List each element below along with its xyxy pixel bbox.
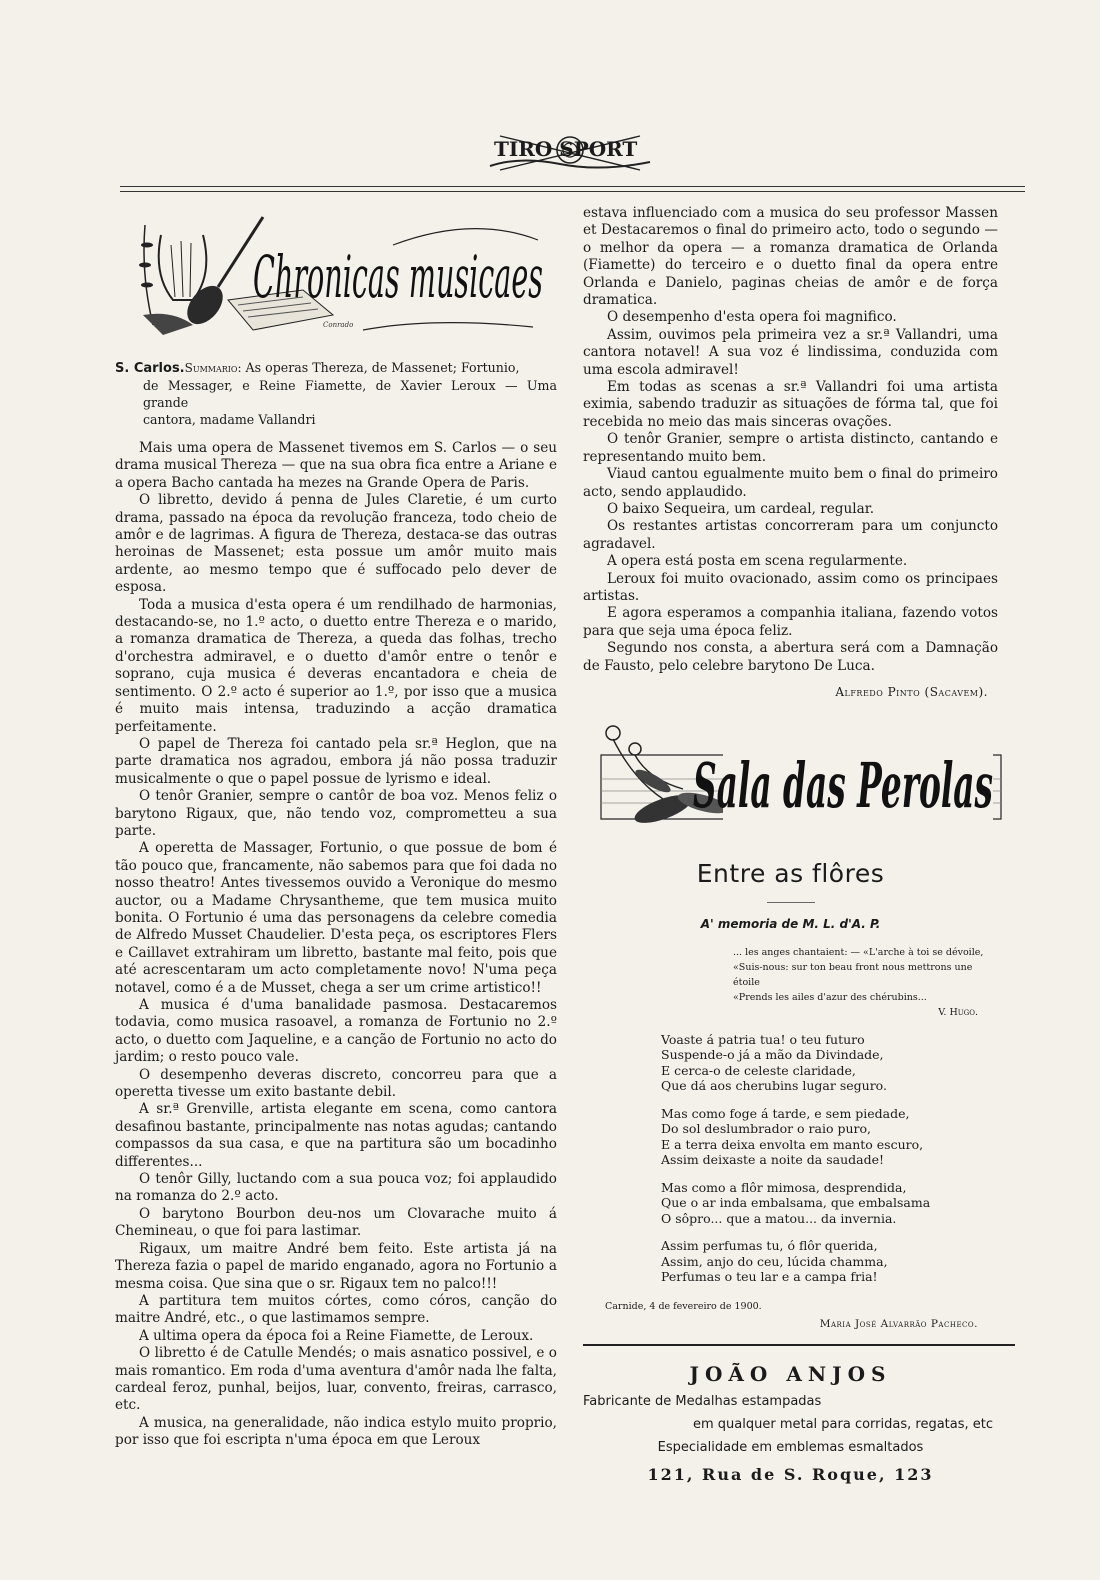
header-rule bbox=[120, 186, 1025, 187]
verse-line: Assim perfumas tu, ó flôr querida, bbox=[661, 1238, 878, 1254]
masthead-text: TIRO SPORT bbox=[494, 137, 638, 161]
paragraph: O desempenho d'esta opera foi magnifico. bbox=[607, 309, 897, 326]
paragraph: O tenôr Granier, sempre o cantôr de boa voz. Menos feliz o barytono Rigaux, que, não tendo voz, comprometteu a sua parte. bbox=[115, 788, 557, 839]
paragraph: estava influenciado com a musica do seu professor Massen et Destacaremos o final do primeiro acto, todo o segundo — o melhor da opera — a romanza dramatica de Orlanda (Fiamette) do terceiro e o duetto final da opera entre Orlanda e Danielo, paginas cheias de amôr e de força dramatica. bbox=[583, 205, 998, 309]
masthead-logo bbox=[480, 126, 660, 178]
summary-label: Summario: bbox=[184, 361, 242, 375]
advert-line-3: Especialidade em emblemas esmaltados bbox=[657, 1439, 924, 1455]
paragraph: O libretto é de Catulle Mendés; o mais asnatico possivel, e o mais romantico. Em roda d'uma aventura d'amôr nada lhe falta, cardeal feroz, punhal, beijos, luar, convento, freiras, carrasco, etc. bbox=[115, 1345, 557, 1414]
advert-line-2: em qualquer metal para corridas, regatas, etc bbox=[693, 1416, 994, 1432]
paragraph: Mais uma opera de Massenet tivemos em S. Carlos — o seu drama musical Thereza — que na sua obra fica entre a Ariane e a opera Bacho cantada ha mezes na Grande Opera de Paris. bbox=[115, 440, 557, 491]
summary-place: S. Carlos. bbox=[115, 361, 185, 376]
paragraph: O desempenho deveras discreto, concorreu para que a operetta tivesse um exito bastante debil. bbox=[115, 1066, 557, 1101]
poem-stanza bbox=[661, 1180, 998, 1227]
summary-line-1: As operas Thereza, de Massenet; Fortunio, bbox=[241, 360, 520, 375]
sala-header-illustration bbox=[593, 719, 1013, 839]
summary-line-3: cantora, madame Vallandri bbox=[143, 412, 316, 427]
sala-header-title: Sala das Perolas bbox=[693, 748, 993, 822]
paragraph: O libretto, devido á penna de Jules Claretie, é um curto drama, passado na época da revolução franceza, todo cheio de amôr e de lagrimas. A figura de Thereza, destaca-se das outras heroinas de Massenet; esta possue um amôr muito mais ardente, ao mesmo tempo que é suffocado pelo dever de esposa. bbox=[115, 492, 557, 596]
music-instruments-icon bbox=[133, 205, 553, 345]
paragraph: Toda a musica d'esta opera é um rendilhado de harmonias, destacando-se, no 1.º acto, o duetto entre Thereza e o marido, a romanza dramatica de Thereza, a queda das folhas, trecho d'orchestra admiravel, e o duetto d'amôr entre o tenôr e soprano, cuja musica é deveras encantadora e cheia de sentimento. O 2.º acto é superior ao 1.º, por isso que a musica é muito mais intensa, traduzindo a acção dramatica perfeitamente. bbox=[115, 596, 557, 735]
paragraph: Assim, ouvimos pela primeira vez a sr.ª Vallandri, uma cantora notavel! A sua voz é lindissima, conduzida com uma escola admiravel! bbox=[583, 326, 998, 378]
chronicle-continuation bbox=[583, 205, 998, 675]
artist-mark: Conrado bbox=[323, 321, 354, 329]
chronicle-header-illustration bbox=[133, 205, 553, 345]
epigraph-line: «Suis-nous: sur ton beau front nous mettrons une étoile bbox=[733, 961, 973, 988]
advert-rule bbox=[583, 1344, 1015, 1346]
paragraph: Rigaux, um maitre André bem feito. Este artista já na Thereza fazia o papel de marido enganado, agora no Fortunio a mesma coisa. Que sina que o sr. Rigaux tem no palco!!! bbox=[115, 1240, 557, 1292]
chronicle-body bbox=[115, 440, 557, 1450]
poem-stanza bbox=[661, 1032, 998, 1094]
verse-line: Suspende-o já a mão da Divindade, bbox=[661, 1047, 884, 1063]
paragraph: O barytono Bourbon deu-nos um Clovarache muito á Chemineau, o que foi para lastimar. bbox=[115, 1205, 557, 1240]
epigraph-line: ... les anges chantaient: — «L'arche à toi se dévoile, bbox=[733, 946, 984, 958]
paragraph: Leroux foi muito ovacionado, assim como os principaes artistas. bbox=[583, 570, 998, 604]
poem-author: Maria José Alvarrão Pacheco. bbox=[819, 1317, 978, 1330]
paragraph: A opera está posta em scena regularmente. bbox=[607, 553, 908, 570]
paragraph: Os restantes artistas concorreram para um conjuncto agradavel. bbox=[583, 518, 998, 552]
summary-line-2: de Messager, e Reine Fiamette, de Xavier Leroux — Uma grande bbox=[143, 378, 557, 410]
paragraph: A partitura tem muitos córtes, como córos, canção do maitre André, etc., o que lastimamos sempre. bbox=[115, 1292, 557, 1327]
chronicle-column-left bbox=[115, 205, 557, 1450]
header-rule-2 bbox=[120, 191, 1025, 192]
poem-epigraph bbox=[733, 945, 998, 1020]
epigraph-author: V. Hugo. bbox=[938, 1006, 978, 1018]
verse-line: Mas como a flôr mimosa, desprendida, bbox=[661, 1179, 907, 1195]
flowers-banner-icon bbox=[593, 719, 1013, 839]
chronicle-header-title: Chronicas musicaes bbox=[253, 243, 543, 311]
paragraph: Viaud cantou egualmente muito bem o final do primeiro acto, sendo applaudido. bbox=[583, 466, 998, 500]
verse-line: Do sol deslumbrador o raio puro, bbox=[661, 1121, 872, 1137]
verse-line: Que o ar inda embalsama, que embalsama bbox=[661, 1195, 931, 1211]
paragraph: Em todas as scenas a sr.ª Vallandri foi uma artista eximia, sabendo traduzir as situações de fórma tal, que foi recebida no meio das mais sinceras ovações. bbox=[583, 379, 998, 430]
paragraph: A ultima opera da época foi a Reine Fiamette, de Leroux. bbox=[139, 1327, 534, 1344]
advert-address: 121, Rua de S. Roque, 123 bbox=[647, 1464, 934, 1484]
poem-stanza bbox=[661, 1106, 998, 1168]
chronicle-summary bbox=[115, 359, 557, 428]
paragraph: O tenôr Gilly, luctando com a sua pouca voz; foi applaudido na romanza do 2.º acto. bbox=[115, 1171, 557, 1205]
verse-line: Assim deixaste a noite da saudade! bbox=[661, 1152, 885, 1168]
paragraph: O papel de Thereza foi cantado pela sr.ª Heglon, que na parte dramatica nos agradou, embora já não possa traduzir musicalmente o que o papel possue de lyrismo e ideal. bbox=[115, 735, 557, 787]
paragraph: A musica é d'uma banalidade pasmosa. Destacaremos todavia, como musica rasoavel, a romanza de Fortunio no 2.º acto, o duetto com Jaqueline, e a canção de Fortunio no acto do jardim; o resto pouco vale. bbox=[115, 997, 557, 1066]
verse-line: Mas como foge á tarde, e sem piedade, bbox=[661, 1105, 910, 1121]
advert-line-1: Fabricante de Medalhas estampadas bbox=[583, 1393, 822, 1409]
divider bbox=[767, 902, 815, 903]
paragraph: Segundo nos consta, a abertura será com a Damnação de Fausto, pelo celebre barytono De Luca. bbox=[583, 640, 998, 674]
advert-name: JOÃO ANJOS bbox=[689, 1361, 892, 1386]
verse-line: O sôpro... que a matou... da invernia. bbox=[661, 1210, 897, 1226]
paragraph: O baixo Sequeira, um cardeal, regular. bbox=[607, 500, 875, 517]
paragraph: O tenôr Granier, sempre o artista distincto, cantando e representando muito bem. bbox=[583, 431, 998, 465]
epigraph-line: «Prends les ailes d'azur des chérubins... bbox=[733, 991, 927, 1003]
verse-line: E a terra deixa envolta em manto escuro, bbox=[661, 1136, 924, 1152]
verse-line: Assim, anjo do ceu, lúcida chamma, bbox=[661, 1253, 888, 1269]
paragraph: A musica, na generalidade, não indica estylo muito proprio, por isso que foi escripta n'uma época em que Leroux bbox=[115, 1414, 557, 1449]
verse-line: E cerca-o de celeste claridade, bbox=[661, 1062, 856, 1078]
poem-dedication: A' memoria de M. L. d'A. P. bbox=[700, 916, 881, 931]
poem-stanza bbox=[661, 1238, 998, 1285]
verse-line: Perfumas o teu lar e a campa fria! bbox=[661, 1269, 878, 1285]
paragraph: A operetta de Massager, Fortunio, o que possue de bom é tão pouco que, francamente, não sabemos para que foi dada no nosso theatro! Antes tivessemos ouvido a Veronique do mesmo auctor, ou a Madame Chrysantheme, que tem musica muito bonita. O Fortunio é uma das personagens da celebre comedia de Alfredo Musset Chaudelier. D'esta peça, os escriptores Flers e Caillavet extrahiram um libretto, bastante mal feito, pois que até acrescentaram um acto completamente novo! N'uma peça notavel, como é a de Musset, chega a ser um crime artistico!! bbox=[115, 840, 557, 996]
chronicle-signature: Alfredo Pinto (Sacavem). bbox=[835, 684, 988, 699]
chronicle-column-right bbox=[583, 205, 998, 1484]
verse-line: Voaste á patria tua! o teu futuro bbox=[661, 1031, 865, 1047]
paragraph: A sr.ª Grenville, artista elegante em scena, como cantora desafinou bastante, principalmente nas notas agudas; cantando compassos da sua casa, e que na partitura são um bocadinho differentes... bbox=[115, 1101, 557, 1170]
paragraph: E agora esperamos a companhia italiana, fazendo votos para que seja uma época feliz. bbox=[583, 605, 998, 639]
verse-line: Que dá aos cherubins lugar seguro. bbox=[661, 1078, 887, 1094]
poem-title: Entre as flôres bbox=[696, 858, 885, 888]
poem-place-date: Carnide, 4 de fevereiro de 1900. bbox=[605, 1300, 762, 1312]
